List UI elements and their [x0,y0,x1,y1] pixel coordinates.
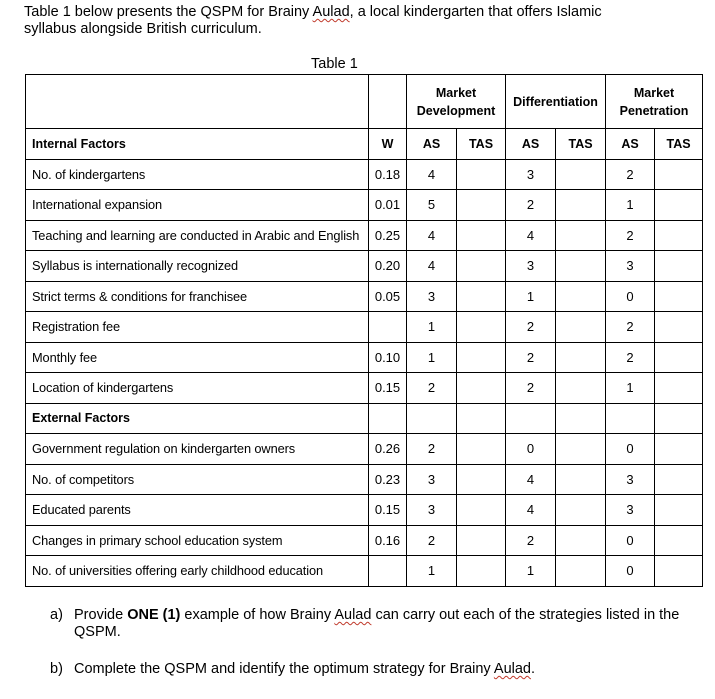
factor-name: No. of universities offering early childhood education [26,556,369,587]
md-as-cell: 1 [407,342,457,373]
factor-name: Strict terms & conditions for franchisee [26,281,369,312]
d-tas-cell [556,251,606,282]
factor-name: Registration fee [26,312,369,343]
weight-cell: 0.10 [369,342,407,373]
header-as: AS [506,129,556,160]
question-emphasis: ONE (1) [127,607,181,623]
d-as-cell: 3 [506,159,556,190]
intro-text: , a local kindergarten that offers Islamic [349,4,602,20]
d-tas-cell [556,373,606,404]
mp-tas-cell [655,251,703,282]
factor-name: Location of kindergartens [26,373,369,404]
mp-as-cell: 2 [606,220,655,251]
brand-name: Aulad [493,661,531,677]
md-tas-cell [457,434,506,465]
question-label: a) [50,607,63,623]
internal-factors-body [26,159,703,403]
question-text: . [531,661,536,677]
external-factors-body [26,434,703,587]
mp-tas-cell [655,281,703,312]
md-as-cell: 2 [407,525,457,556]
intro-line-1 [24,4,694,21]
d-as-cell: 2 [506,342,556,373]
d-as-cell: 1 [506,281,556,312]
header-blank [655,403,703,434]
d-tas-cell [556,312,606,343]
mp-tas-cell [655,556,703,587]
mp-as-cell: 2 [606,159,655,190]
md-as-cell: 3 [407,464,457,495]
mp-tas-cell [655,434,703,465]
question-text: example of how Brainy [180,607,335,623]
d-as-cell: 2 [506,525,556,556]
header-differentiation: Differentiation [506,75,606,129]
md-as-cell: 4 [407,220,457,251]
md-as-cell: 4 [407,251,457,282]
factor-row [26,342,703,373]
d-as-cell: 4 [506,220,556,251]
md-as-cell: 4 [407,159,457,190]
md-tas-cell [457,190,506,221]
md-tas-cell [457,342,506,373]
question-text: can carry out each of the strategies listed in the QSPM. [74,607,680,640]
mp-tas-cell [655,373,703,404]
intro-line-2: syllabus alongside British curriculum. [24,21,262,37]
weight-cell: 0.01 [369,190,407,221]
d-tas-cell [556,159,606,190]
factor-row [26,434,703,465]
header-as: AS [407,129,457,160]
table-caption: Table 1 [311,56,358,72]
d-as-cell: 0 [506,434,556,465]
factor-row [26,220,703,251]
mp-as-cell: 3 [606,495,655,526]
factor-name: Syllabus is internationally recognized [26,251,369,282]
header-external-factors: External Factors [26,403,369,434]
md-as-cell: 1 [407,312,457,343]
header-tas: TAS [556,129,606,160]
d-tas-cell [556,464,606,495]
brand-name: Aulad [312,4,350,20]
md-as-cell: 3 [407,281,457,312]
header-internal-factors: Internal Factors [26,129,369,160]
md-tas-cell [457,220,506,251]
weight-cell: 0.18 [369,159,407,190]
d-as-cell: 2 [506,312,556,343]
mp-tas-cell [655,190,703,221]
factor-row [26,464,703,495]
weight-cell: 0.20 [369,251,407,282]
mp-as-cell: 0 [606,281,655,312]
mp-as-cell: 3 [606,251,655,282]
mp-as-cell: 0 [606,525,655,556]
question-label: b) [50,661,63,677]
header-blank [26,75,369,129]
weight-cell: 0.15 [369,373,407,404]
md-tas-cell [457,159,506,190]
d-as-cell: 2 [506,373,556,404]
factor-row [26,312,703,343]
qspm-table [25,74,703,587]
factor-name: Changes in primary school education system [26,525,369,556]
weight-cell: 0.25 [369,220,407,251]
factor-name: International expansion [26,190,369,221]
md-as-cell: 5 [407,190,457,221]
md-tas-cell [457,251,506,282]
factor-name: Educated parents [26,495,369,526]
header-market-development: Market Development [407,75,506,129]
weight-cell: 0.26 [369,434,407,465]
factor-name: No. of competitors [26,464,369,495]
mp-as-cell: 1 [606,190,655,221]
md-tas-cell [457,525,506,556]
header-w: W [369,129,407,160]
mp-tas-cell [655,312,703,343]
mp-as-cell: 2 [606,342,655,373]
mp-as-cell: 1 [606,373,655,404]
factor-row [26,495,703,526]
factor-row [26,281,703,312]
d-tas-cell [556,556,606,587]
mp-tas-cell [655,464,703,495]
factor-row [26,159,703,190]
weight-cell [369,556,407,587]
d-tas-cell [556,220,606,251]
d-tas-cell [556,525,606,556]
md-tas-cell [457,556,506,587]
header-market-penetration: Market Penetration [606,75,703,129]
d-as-cell: 4 [506,464,556,495]
d-tas-cell [556,281,606,312]
header-blank [369,403,407,434]
weight-cell: 0.16 [369,525,407,556]
factor-name: Monthly fee [26,342,369,373]
d-as-cell: 2 [506,190,556,221]
md-as-cell: 1 [407,556,457,587]
factor-name: No. of kindergartens [26,159,369,190]
md-as-cell: 2 [407,434,457,465]
d-as-cell: 3 [506,251,556,282]
weight-cell: 0.15 [369,495,407,526]
md-tas-cell [457,312,506,343]
intro-text: Table 1 below presents the QSPM for Brainy [24,4,313,20]
question-b [50,661,690,678]
questions-list [50,607,690,678]
question-a [50,607,690,641]
header-blank [407,403,457,434]
factor-row [26,373,703,404]
mp-tas-cell [655,220,703,251]
md-as-cell: 3 [407,495,457,526]
factor-row [26,556,703,587]
question-text: Complete the QSPM and identify the optimum strategy for Brainy [74,661,494,677]
header-blank [506,403,556,434]
brand-name: Aulad [334,607,372,623]
mp-as-cell: 0 [606,434,655,465]
mp-tas-cell [655,159,703,190]
column-header-row [26,129,703,160]
md-tas-cell [457,495,506,526]
d-tas-cell [556,342,606,373]
header-as: AS [606,129,655,160]
question-text: Provide [74,607,128,623]
d-tas-cell [556,495,606,526]
mp-tas-cell [655,525,703,556]
d-as-cell: 4 [506,495,556,526]
header-blank [606,403,655,434]
header-blank [457,403,506,434]
factor-name: Teaching and learning are conducted in Arabic and English [26,220,369,251]
factor-row [26,525,703,556]
strategy-header-row [26,75,703,129]
header-tas: TAS [457,129,506,160]
header-blank [556,403,606,434]
mp-as-cell: 3 [606,464,655,495]
factor-name: Government regulation on kindergarten owners [26,434,369,465]
weight-cell: 0.05 [369,281,407,312]
d-as-cell: 1 [506,556,556,587]
factor-row [26,190,703,221]
mp-as-cell: 2 [606,312,655,343]
mp-as-cell: 0 [606,556,655,587]
md-tas-cell [457,373,506,404]
intro-paragraph [24,4,694,38]
mp-tas-cell [655,342,703,373]
header-blank [369,75,407,129]
d-tas-cell [556,434,606,465]
md-tas-cell [457,464,506,495]
weight-cell [369,312,407,343]
header-tas: TAS [655,129,703,160]
md-tas-cell [457,281,506,312]
d-tas-cell [556,190,606,221]
md-as-cell: 2 [407,373,457,404]
external-header-row [26,403,703,434]
mp-tas-cell [655,495,703,526]
weight-cell: 0.23 [369,464,407,495]
factor-row [26,251,703,282]
